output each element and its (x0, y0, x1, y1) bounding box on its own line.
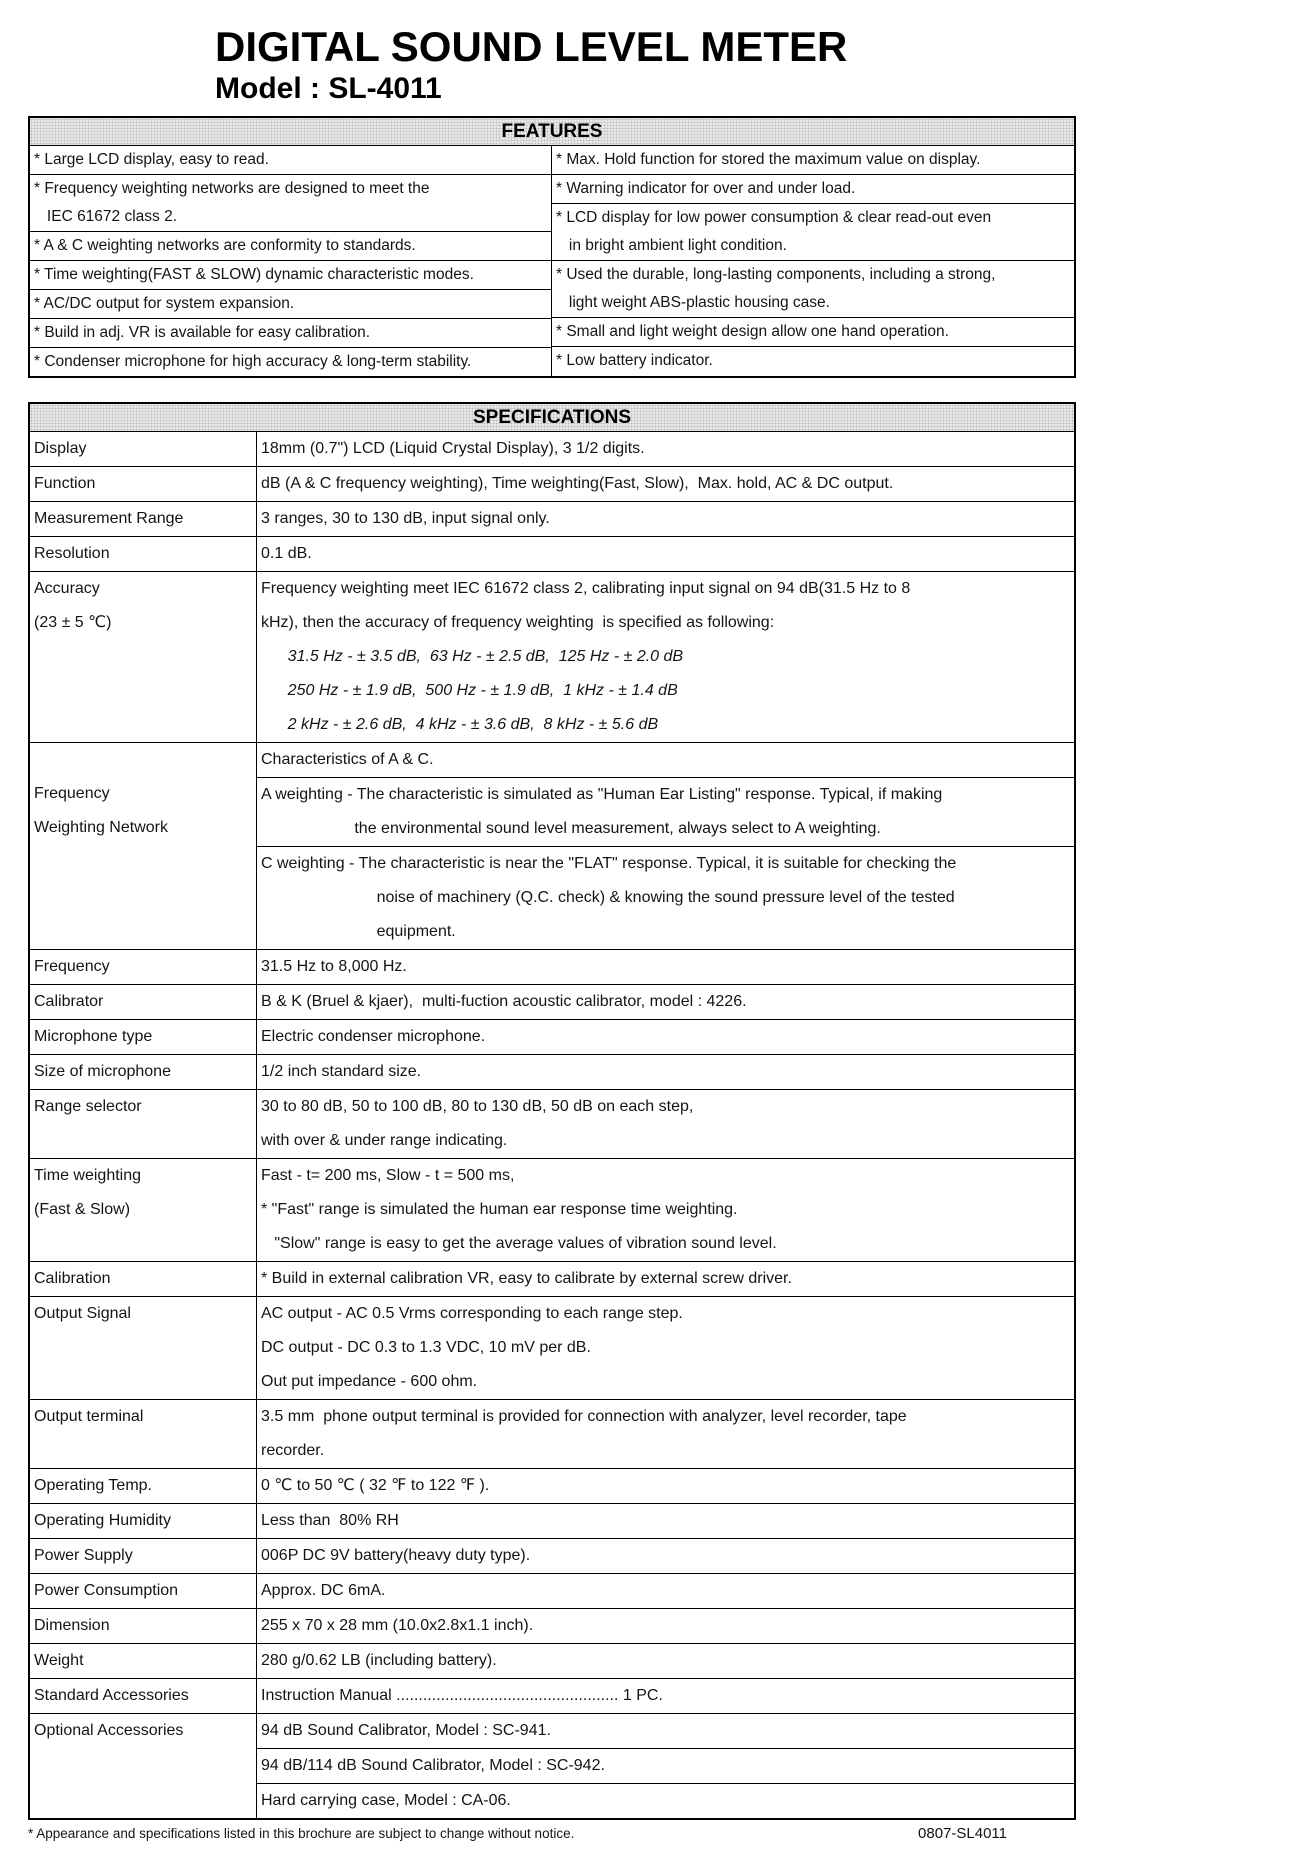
spec-subrow (257, 467, 1074, 501)
spec-subrow (257, 1469, 1074, 1503)
spec-value-text: 31.5 Hz to 8,000 Hz. (261, 958, 407, 975)
spec-value (257, 467, 1074, 501)
spec-value-text: AC output - AC 0.5 Vrms corresponding to each range step. (261, 1305, 683, 1322)
spec-label (30, 1400, 257, 1468)
spec-value (257, 572, 1074, 742)
spec-value-text: Characteristics of A & C. (261, 751, 434, 768)
spec-label (30, 1644, 257, 1678)
spec-subrow (257, 1262, 1074, 1296)
feature-item (30, 290, 551, 319)
spec-label-text: Weighting Network (34, 819, 168, 836)
spec-label (30, 1714, 257, 1818)
feature-item (552, 175, 1074, 204)
spec-value-text: the environmental sound level measurement, always select to A weighting. (261, 820, 881, 837)
spec-value (257, 743, 1074, 949)
spec-subrow (257, 432, 1074, 466)
spec-row (30, 1400, 1074, 1469)
spec-label-text: Calibrator (34, 993, 104, 1010)
spec-subrow (257, 778, 1074, 847)
spec-subrow (257, 1400, 1074, 1468)
spec-label (30, 1262, 257, 1296)
spec-row (30, 1574, 1074, 1609)
spec-label-text: Measurement Range (34, 510, 184, 527)
spec-label (30, 1297, 257, 1399)
spec-label (30, 1504, 257, 1538)
spec-row (30, 1469, 1074, 1504)
spec-value-text: * "Fast" range is simulated the human ear response time weighting. (261, 1201, 738, 1218)
spec-value-text: 1/2 inch standard size. (261, 1063, 422, 1080)
feature-item (30, 232, 551, 261)
spec-label-text: Calibration (34, 1270, 111, 1287)
spec-subrow (257, 537, 1074, 571)
spec-value (257, 1262, 1074, 1296)
spec-value-text: 94 dB/114 dB Sound Calibrator, Model : SC-942. (261, 1757, 605, 1774)
page-footer (28, 1825, 1072, 1842)
spec-subrow (257, 1679, 1074, 1713)
spec-row (30, 572, 1074, 743)
spec-value-text: 18mm (0.7") LCD (Liquid Crystal Display), 3 1/2 digits. (261, 440, 645, 457)
footer-disclaimer: * Appearance and specifications listed in this brochure are subject to change without notice. (28, 1826, 575, 1841)
spec-label-text: (Fast & Slow) (34, 1201, 131, 1218)
spec-label (30, 743, 257, 949)
spec-value (257, 1055, 1074, 1089)
spec-subrow (257, 950, 1074, 984)
spec-row (30, 1679, 1074, 1714)
spec-value-text: 006P DC 9V battery(heavy duty type). (261, 1547, 531, 1564)
features-right-column (552, 146, 1074, 376)
feature-item (30, 348, 551, 376)
feature-text: * AC/DC output for system expansion. (34, 295, 295, 312)
spec-row (30, 1055, 1074, 1090)
feature-text: * Small and light weight design allow one hand operation. (556, 323, 949, 340)
feature-item (30, 146, 551, 175)
spec-value-text: dB (A & C frequency weighting), Time weighting(Fast, Slow), Max. hold, AC & DC output. (261, 475, 894, 492)
spec-subrow (257, 1297, 1074, 1399)
spec-value-text: kHz), then the accuracy of frequency weighting is specified as following: (261, 614, 775, 631)
spec-value-text: 250 Hz - ± 1.9 dB, 500 Hz - ± 1.9 dB, 1 kHz - ± 1.4 dB (261, 682, 678, 699)
spec-label-text: Resolution (34, 545, 110, 562)
spec-row (30, 1159, 1074, 1262)
spec-value-text: 31.5 Hz - ± 3.5 dB, 63 Hz - ± 2.5 dB, 125 Hz - ± 2.0 dB (261, 648, 684, 665)
spec-value (257, 1400, 1074, 1468)
spec-row (30, 950, 1074, 985)
spec-row (30, 1714, 1074, 1818)
spec-label (30, 950, 257, 984)
spec-subrow (257, 985, 1074, 1019)
spec-subrow (257, 572, 1074, 742)
spec-label-text: Weight (34, 1652, 84, 1669)
spec-row (30, 1090, 1074, 1159)
feature-item (30, 261, 551, 290)
features-left-column (30, 146, 552, 376)
spec-value-text: 30 to 80 dB, 50 to 100 dB, 80 to 130 dB, 50 dB on each step, (261, 1098, 694, 1115)
spec-value (257, 1574, 1074, 1608)
spec-subrow (257, 1749, 1074, 1784)
spec-row (30, 502, 1074, 537)
spec-label (30, 537, 257, 571)
spec-row (30, 1644, 1074, 1679)
spec-label-text: Range selector (34, 1098, 142, 1115)
spec-value-text: Fast - t= 200 ms, Slow - t = 500 ms, (261, 1167, 515, 1184)
spec-subrow (257, 743, 1074, 778)
features-table (28, 116, 1076, 378)
spec-label-text: Operating Temp. (34, 1477, 152, 1494)
spec-subrow (257, 1504, 1074, 1538)
spec-value-text: 3 ranges, 30 to 130 dB, input signal only. (261, 510, 550, 527)
feature-text: * LCD display for low power consumption & clear read-out even (556, 209, 992, 226)
spec-label-text: Standard Accessories (34, 1687, 189, 1704)
spec-label-text (34, 743, 252, 777)
spec-label-text: Function (34, 475, 96, 492)
spec-label (30, 432, 257, 466)
spec-subrow (257, 1055, 1074, 1089)
spec-value-text: B & K (Bruel & kjaer), multi-fuction acoustic calibrator, model : 4226. (261, 993, 747, 1010)
feature-item (552, 261, 1074, 318)
spec-value (257, 1539, 1074, 1573)
spec-label (30, 1609, 257, 1643)
spec-label-text: (23 ± 5 ℃) (34, 614, 112, 631)
spec-label-text: Frequency (34, 958, 110, 975)
spec-row (30, 743, 1074, 950)
spec-value (257, 985, 1074, 1019)
spec-value-text: 2 kHz - ± 2.6 dB, 4 kHz - ± 3.6 dB, 8 kHz - ± 5.6 dB (261, 716, 659, 733)
spec-value-text: Frequency weighting meet IEC 61672 class 2, calibrating input signal on 94 dB(31.5 Hz to 8 (261, 580, 911, 597)
feature-text: light weight ABS-plastic housing case. (556, 294, 830, 311)
footer-document-code: 0807-SL4011 (918, 1825, 1007, 1842)
feature-item (552, 347, 1074, 375)
model-number: Model : SL-4011 (215, 72, 442, 105)
spec-value-text: Approx. DC 6mA. (261, 1582, 386, 1599)
spec-label-text: Size of microphone (34, 1063, 171, 1080)
spec-label-text: Power Supply (34, 1547, 133, 1564)
feature-text: * Build in adj. VR is available for easy calibration. (34, 324, 371, 341)
feature-text: * A & C weighting networks are conformity to standards. (34, 237, 416, 254)
spec-label (30, 1574, 257, 1608)
spec-value-text: 94 dB Sound Calibrator, Model : SC-941. (261, 1722, 551, 1739)
features-header: FEATURES (30, 118, 1074, 146)
feature-item (30, 175, 551, 232)
spec-value (257, 1159, 1074, 1261)
feature-item (552, 204, 1074, 261)
spec-value-text: noise of machinery (Q.C. check) & knowing the sound pressure level of the tested (261, 889, 955, 906)
spec-value-text: Out put impedance - 600 ohm. (261, 1373, 478, 1390)
specifications-rows (30, 432, 1074, 1818)
spec-subrow (257, 1714, 1074, 1749)
spec-subrow (257, 1644, 1074, 1678)
spec-subrow (257, 1539, 1074, 1573)
spec-value (257, 1469, 1074, 1503)
spec-label (30, 1679, 257, 1713)
spec-value (257, 502, 1074, 536)
spec-label-text: Accuracy (34, 580, 100, 597)
spec-subrow (257, 1574, 1074, 1608)
spec-row (30, 1539, 1074, 1574)
spec-value (257, 1609, 1074, 1643)
spec-value-text: with over & under range indicating. (261, 1132, 508, 1149)
specifications-table (28, 402, 1076, 1820)
spec-value-text: C weighting - The characteristic is near the "FLAT" response. Typical, it is suitable for checking the (261, 855, 957, 872)
spec-value-text: 0 ℃ to 50 ℃ ( 32 ℉ to 122 ℉ ). (261, 1477, 490, 1494)
page-title: DIGITAL SOUND LEVEL METER (215, 23, 848, 70)
feature-text: * Max. Hold function for stored the maximum value on display. (556, 151, 981, 168)
spec-value (257, 1504, 1074, 1538)
spec-value-text: 280 g/0.62 LB (including battery). (261, 1652, 497, 1669)
spec-label (30, 1159, 257, 1261)
spec-label (30, 502, 257, 536)
spec-value-text: DC output - DC 0.3 to 1.3 VDC, 10 mV per dB. (261, 1339, 591, 1356)
feature-text: * Used the durable, long-lasting components, including a strong, (556, 266, 996, 283)
feature-item (30, 319, 551, 348)
spec-label-text: Operating Humidity (34, 1512, 171, 1529)
features-columns (30, 146, 1074, 376)
spec-value (257, 1679, 1074, 1713)
spec-value-text: Instruction Manual .................................................. 1 PC. (261, 1687, 663, 1704)
spec-value (257, 1090, 1074, 1158)
spec-label-text: Power Consumption (34, 1582, 179, 1599)
feature-text: * Large LCD display, easy to read. (34, 151, 269, 168)
spec-value-text: recorder. (261, 1442, 325, 1459)
spec-value-text: 255 x 70 x 28 mm (10.0x2.8x1.1 inch). (261, 1617, 534, 1634)
spec-value-text: Hard carrying case, Model : CA-06. (261, 1792, 511, 1809)
spec-label-text: Output Signal (34, 1305, 131, 1322)
feature-text: IEC 61672 class 2. (34, 208, 178, 225)
spec-row (30, 1504, 1074, 1539)
specifications-header: SPECIFICATIONS (30, 404, 1074, 432)
spec-label (30, 467, 257, 501)
spec-label (30, 572, 257, 742)
spec-label-text: Frequency (34, 785, 110, 802)
feature-text: * Frequency weighting networks are designed to meet the (34, 180, 430, 197)
spec-row (30, 985, 1074, 1020)
spec-value-text: 3.5 mm phone output terminal is provided for connection with analyzer, level recorder, tape (261, 1408, 907, 1425)
spec-value (257, 432, 1074, 466)
feature-item (552, 146, 1074, 175)
spec-value-text: A weighting - The characteristic is simulated as "Human Ear Listing" response. Typical, if making (261, 786, 943, 803)
spec-value-text: * Build in external calibration VR, easy to calibrate by external screw driver. (261, 1270, 792, 1287)
spec-subrow (257, 1609, 1074, 1643)
spec-row (30, 1262, 1074, 1297)
feature-text: * Low battery indicator. (556, 352, 713, 369)
spec-label (30, 1090, 257, 1158)
spec-label (30, 985, 257, 1019)
spec-row (30, 467, 1074, 502)
spec-label (30, 1020, 257, 1054)
spec-row (30, 432, 1074, 467)
spec-label (30, 1055, 257, 1089)
spec-subrow (257, 847, 1074, 949)
spec-value (257, 950, 1074, 984)
spec-row (30, 1609, 1074, 1644)
spec-value (257, 1020, 1074, 1054)
spec-subrow (257, 1159, 1074, 1261)
spec-label-text: Output terminal (34, 1408, 144, 1425)
spec-label-text: Display (34, 440, 87, 457)
spec-label-text: Microphone type (34, 1028, 153, 1045)
spec-value-text: Electric condenser microphone. (261, 1028, 486, 1045)
spec-subrow (257, 1090, 1074, 1158)
spec-value-text: Less than 80% RH (261, 1512, 399, 1529)
spec-subrow (257, 1020, 1074, 1054)
spec-value-text: equipment. (261, 923, 456, 940)
spec-value (257, 537, 1074, 571)
spec-value (257, 1714, 1074, 1818)
feature-text: * Condenser microphone for high accuracy & long-term stability. (34, 353, 472, 370)
spec-row (30, 1020, 1074, 1055)
spec-label (30, 1469, 257, 1503)
spec-row (30, 1297, 1074, 1400)
spec-label-text: Optional Accessories (34, 1722, 184, 1739)
spec-value-text: 0.1 dB. (261, 545, 312, 562)
feature-item (552, 318, 1074, 347)
spec-value-text: "Slow" range is easy to get the average values of vibration sound level. (261, 1235, 777, 1252)
spec-label-text: Time weighting (34, 1167, 142, 1184)
feature-text: in bright ambient light condition. (556, 237, 787, 254)
spec-value (257, 1297, 1074, 1399)
spec-value (257, 1644, 1074, 1678)
spec-subrow (257, 1784, 1074, 1818)
spec-label (30, 1539, 257, 1573)
spec-subrow (257, 502, 1074, 536)
spec-label-text: Dimension (34, 1617, 110, 1634)
feature-text: * Time weighting(FAST & SLOW) dynamic characteristic modes. (34, 266, 474, 283)
spec-row (30, 537, 1074, 572)
feature-text: * Warning indicator for over and under load. (556, 180, 856, 197)
